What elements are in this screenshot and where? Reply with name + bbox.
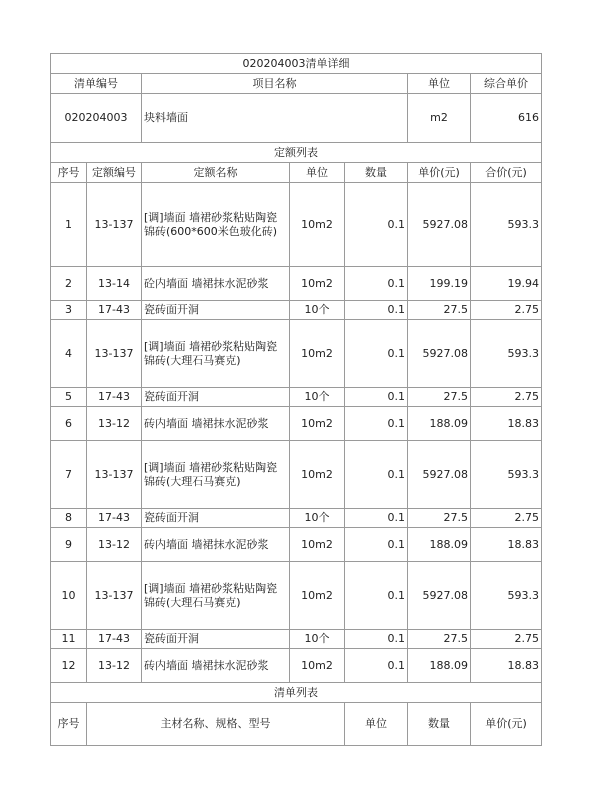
quota-cell-total: 2.75 — [471, 509, 542, 528]
quota-header-name: 定额名称 — [142, 163, 290, 183]
table-row — [51, 183, 542, 267]
table-row — [51, 649, 542, 683]
quota-cell-total: 593.3 — [471, 562, 542, 630]
summary-code: 020204003 — [51, 94, 142, 143]
materials-header-name: 主材名称、规格、型号 — [87, 703, 345, 746]
quota-cell-price: 188.09 — [408, 407, 471, 441]
quota-cell-price: 188.09 — [408, 649, 471, 683]
quota-cell-code: 13-12 — [87, 407, 142, 441]
quota-section-title: 定额列表 — [51, 143, 542, 163]
quota-cell-qty: 0.1 — [345, 183, 408, 267]
quota-header-row — [51, 163, 542, 183]
quota-cell-name: 砖内墙面 墙裙抹水泥砂浆 — [142, 407, 290, 441]
quota-cell-total: 2.75 — [471, 630, 542, 649]
quota-cell-name: [调]墙面 墙裙砂浆粘贴陶瓷锦砖(大理石马赛克) — [142, 441, 290, 509]
quota-cell-name: 瓷砖面开洞 — [142, 630, 290, 649]
quota-header-unit: 单位 — [290, 163, 345, 183]
table-row — [51, 267, 542, 301]
materials-header-price: 单价(元) — [471, 703, 542, 746]
quota-cell-name: 砖内墙面 墙裙抹水泥砂浆 — [142, 649, 290, 683]
quota-header-qty: 数量 — [345, 163, 408, 183]
quota-cell-price: 5927.08 — [408, 183, 471, 267]
table-title: 020204003清单详细 — [51, 54, 542, 74]
quota-cell-price: 5927.08 — [408, 320, 471, 388]
quota-cell-total: 593.3 — [471, 183, 542, 267]
quota-cell-unit: 10个 — [290, 388, 345, 407]
quota-cell-name: [调]墙面 墙裙砂浆粘贴陶瓷锦砖(600*600米色玻化砖) — [142, 183, 290, 267]
quota-cell-no: 10 — [51, 562, 87, 630]
quota-header-price: 单价(元) — [408, 163, 471, 183]
quota-cell-unit: 10m2 — [290, 267, 345, 301]
quota-cell-qty: 0.1 — [345, 407, 408, 441]
quota-cell-code: 13-137 — [87, 562, 142, 630]
quota-cell-no: 4 — [51, 320, 87, 388]
bill-detail-table — [50, 53, 542, 746]
quota-cell-price: 188.09 — [408, 528, 471, 562]
quota-cell-qty: 0.1 — [345, 649, 408, 683]
materials-header-qty: 数量 — [408, 703, 471, 746]
quota-cell-code: 17-43 — [87, 509, 142, 528]
quota-cell-unit: 10m2 — [290, 407, 345, 441]
quota-cell-code: 17-43 — [87, 301, 142, 320]
quota-cell-code: 13-12 — [87, 528, 142, 562]
quota-cell-name: 砼内墙面 墙裙抹水泥砂浆 — [142, 267, 290, 301]
quota-cell-total: 19.94 — [471, 267, 542, 301]
table-row — [51, 407, 542, 441]
quota-cell-total: 593.3 — [471, 441, 542, 509]
table-row — [51, 388, 542, 407]
quota-cell-code: 13-137 — [87, 183, 142, 267]
materials-header-no: 序号 — [51, 703, 87, 746]
quota-cell-unit: 10m2 — [290, 320, 345, 388]
quota-cell-qty: 0.1 — [345, 388, 408, 407]
quota-cell-name: 砖内墙面 墙裙抹水泥砂浆 — [142, 528, 290, 562]
quota-cell-price: 27.5 — [408, 388, 471, 407]
quota-cell-code: 17-43 — [87, 388, 142, 407]
quota-cell-total: 2.75 — [471, 301, 542, 320]
quota-cell-code: 13-12 — [87, 649, 142, 683]
summary-header-price: 综合单价 — [471, 74, 542, 94]
quota-cell-unit: 10个 — [290, 301, 345, 320]
quota-cell-qty: 0.1 — [345, 267, 408, 301]
quota-cell-no: 3 — [51, 301, 87, 320]
quota-cell-unit: 10m2 — [290, 528, 345, 562]
quota-header-code: 定额编号 — [87, 163, 142, 183]
quota-cell-no: 8 — [51, 509, 87, 528]
quota-cell-no: 11 — [51, 630, 87, 649]
summary-price: 616 — [471, 94, 542, 143]
quota-cell-code: 13-14 — [87, 267, 142, 301]
quota-header-no: 序号 — [51, 163, 87, 183]
table-row — [51, 441, 542, 509]
quota-cell-unit: 10m2 — [290, 441, 345, 509]
quota-cell-name: 瓷砖面开洞 — [142, 388, 290, 407]
quota-cell-code: 13-137 — [87, 441, 142, 509]
quota-cell-unit: 10个 — [290, 509, 345, 528]
table-row — [51, 528, 542, 562]
quota-cell-no: 2 — [51, 267, 87, 301]
table-row — [51, 630, 542, 649]
summary-unit: m2 — [408, 94, 471, 143]
quota-cell-qty: 0.1 — [345, 562, 408, 630]
quota-cell-no: 6 — [51, 407, 87, 441]
quota-cell-code: 13-137 — [87, 320, 142, 388]
quota-cell-name: [调]墙面 墙裙砂浆粘贴陶瓷锦砖(大理石马赛克) — [142, 320, 290, 388]
table-row — [51, 509, 542, 528]
quota-cell-code: 17-43 — [87, 630, 142, 649]
quota-cell-qty: 0.1 — [345, 528, 408, 562]
quota-cell-total: 593.3 — [471, 320, 542, 388]
quota-cell-no: 9 — [51, 528, 87, 562]
materials-header-row — [51, 703, 542, 746]
quota-cell-qty: 0.1 — [345, 320, 408, 388]
quota-cell-unit: 10个 — [290, 630, 345, 649]
quota-cell-name: 瓷砖面开洞 — [142, 301, 290, 320]
quota-cell-no: 7 — [51, 441, 87, 509]
quota-cell-name: [调]墙面 墙裙砂浆粘贴陶瓷锦砖(大理石马赛克) — [142, 562, 290, 630]
quota-cell-qty: 0.1 — [345, 441, 408, 509]
materials-header-unit: 单位 — [345, 703, 408, 746]
quota-cell-total: 18.83 — [471, 528, 542, 562]
quota-cell-qty: 0.1 — [345, 630, 408, 649]
quota-cell-name: 瓷砖面开洞 — [142, 509, 290, 528]
materials-section-title: 清单列表 — [51, 683, 542, 703]
quota-cell-unit: 10m2 — [290, 649, 345, 683]
quota-cell-total: 2.75 — [471, 388, 542, 407]
quota-cell-unit: 10m2 — [290, 183, 345, 267]
table-row — [51, 562, 542, 630]
quota-cell-price: 5927.08 — [408, 441, 471, 509]
table-row — [51, 320, 542, 388]
quota-cell-price: 27.5 — [408, 301, 471, 320]
quota-cell-no: 1 — [51, 183, 87, 267]
summary-header-code: 清单编号 — [51, 74, 142, 94]
quota-header-total: 合价(元) — [471, 163, 542, 183]
quota-cell-price: 27.5 — [408, 509, 471, 528]
summary-name: 块料墙面 — [142, 94, 408, 143]
quota-cell-no: 5 — [51, 388, 87, 407]
quota-cell-total: 18.83 — [471, 407, 542, 441]
summary-header-unit: 单位 — [408, 74, 471, 94]
quota-cell-price: 5927.08 — [408, 562, 471, 630]
quota-cell-total: 18.83 — [471, 649, 542, 683]
quota-cell-qty: 0.1 — [345, 301, 408, 320]
quota-cell-qty: 0.1 — [345, 509, 408, 528]
quota-cell-unit: 10m2 — [290, 562, 345, 630]
quota-cell-price: 27.5 — [408, 630, 471, 649]
quota-cell-price: 199.19 — [408, 267, 471, 301]
summary-header-name: 项目名称 — [142, 74, 408, 94]
quota-cell-no: 12 — [51, 649, 87, 683]
table-row — [51, 301, 542, 320]
